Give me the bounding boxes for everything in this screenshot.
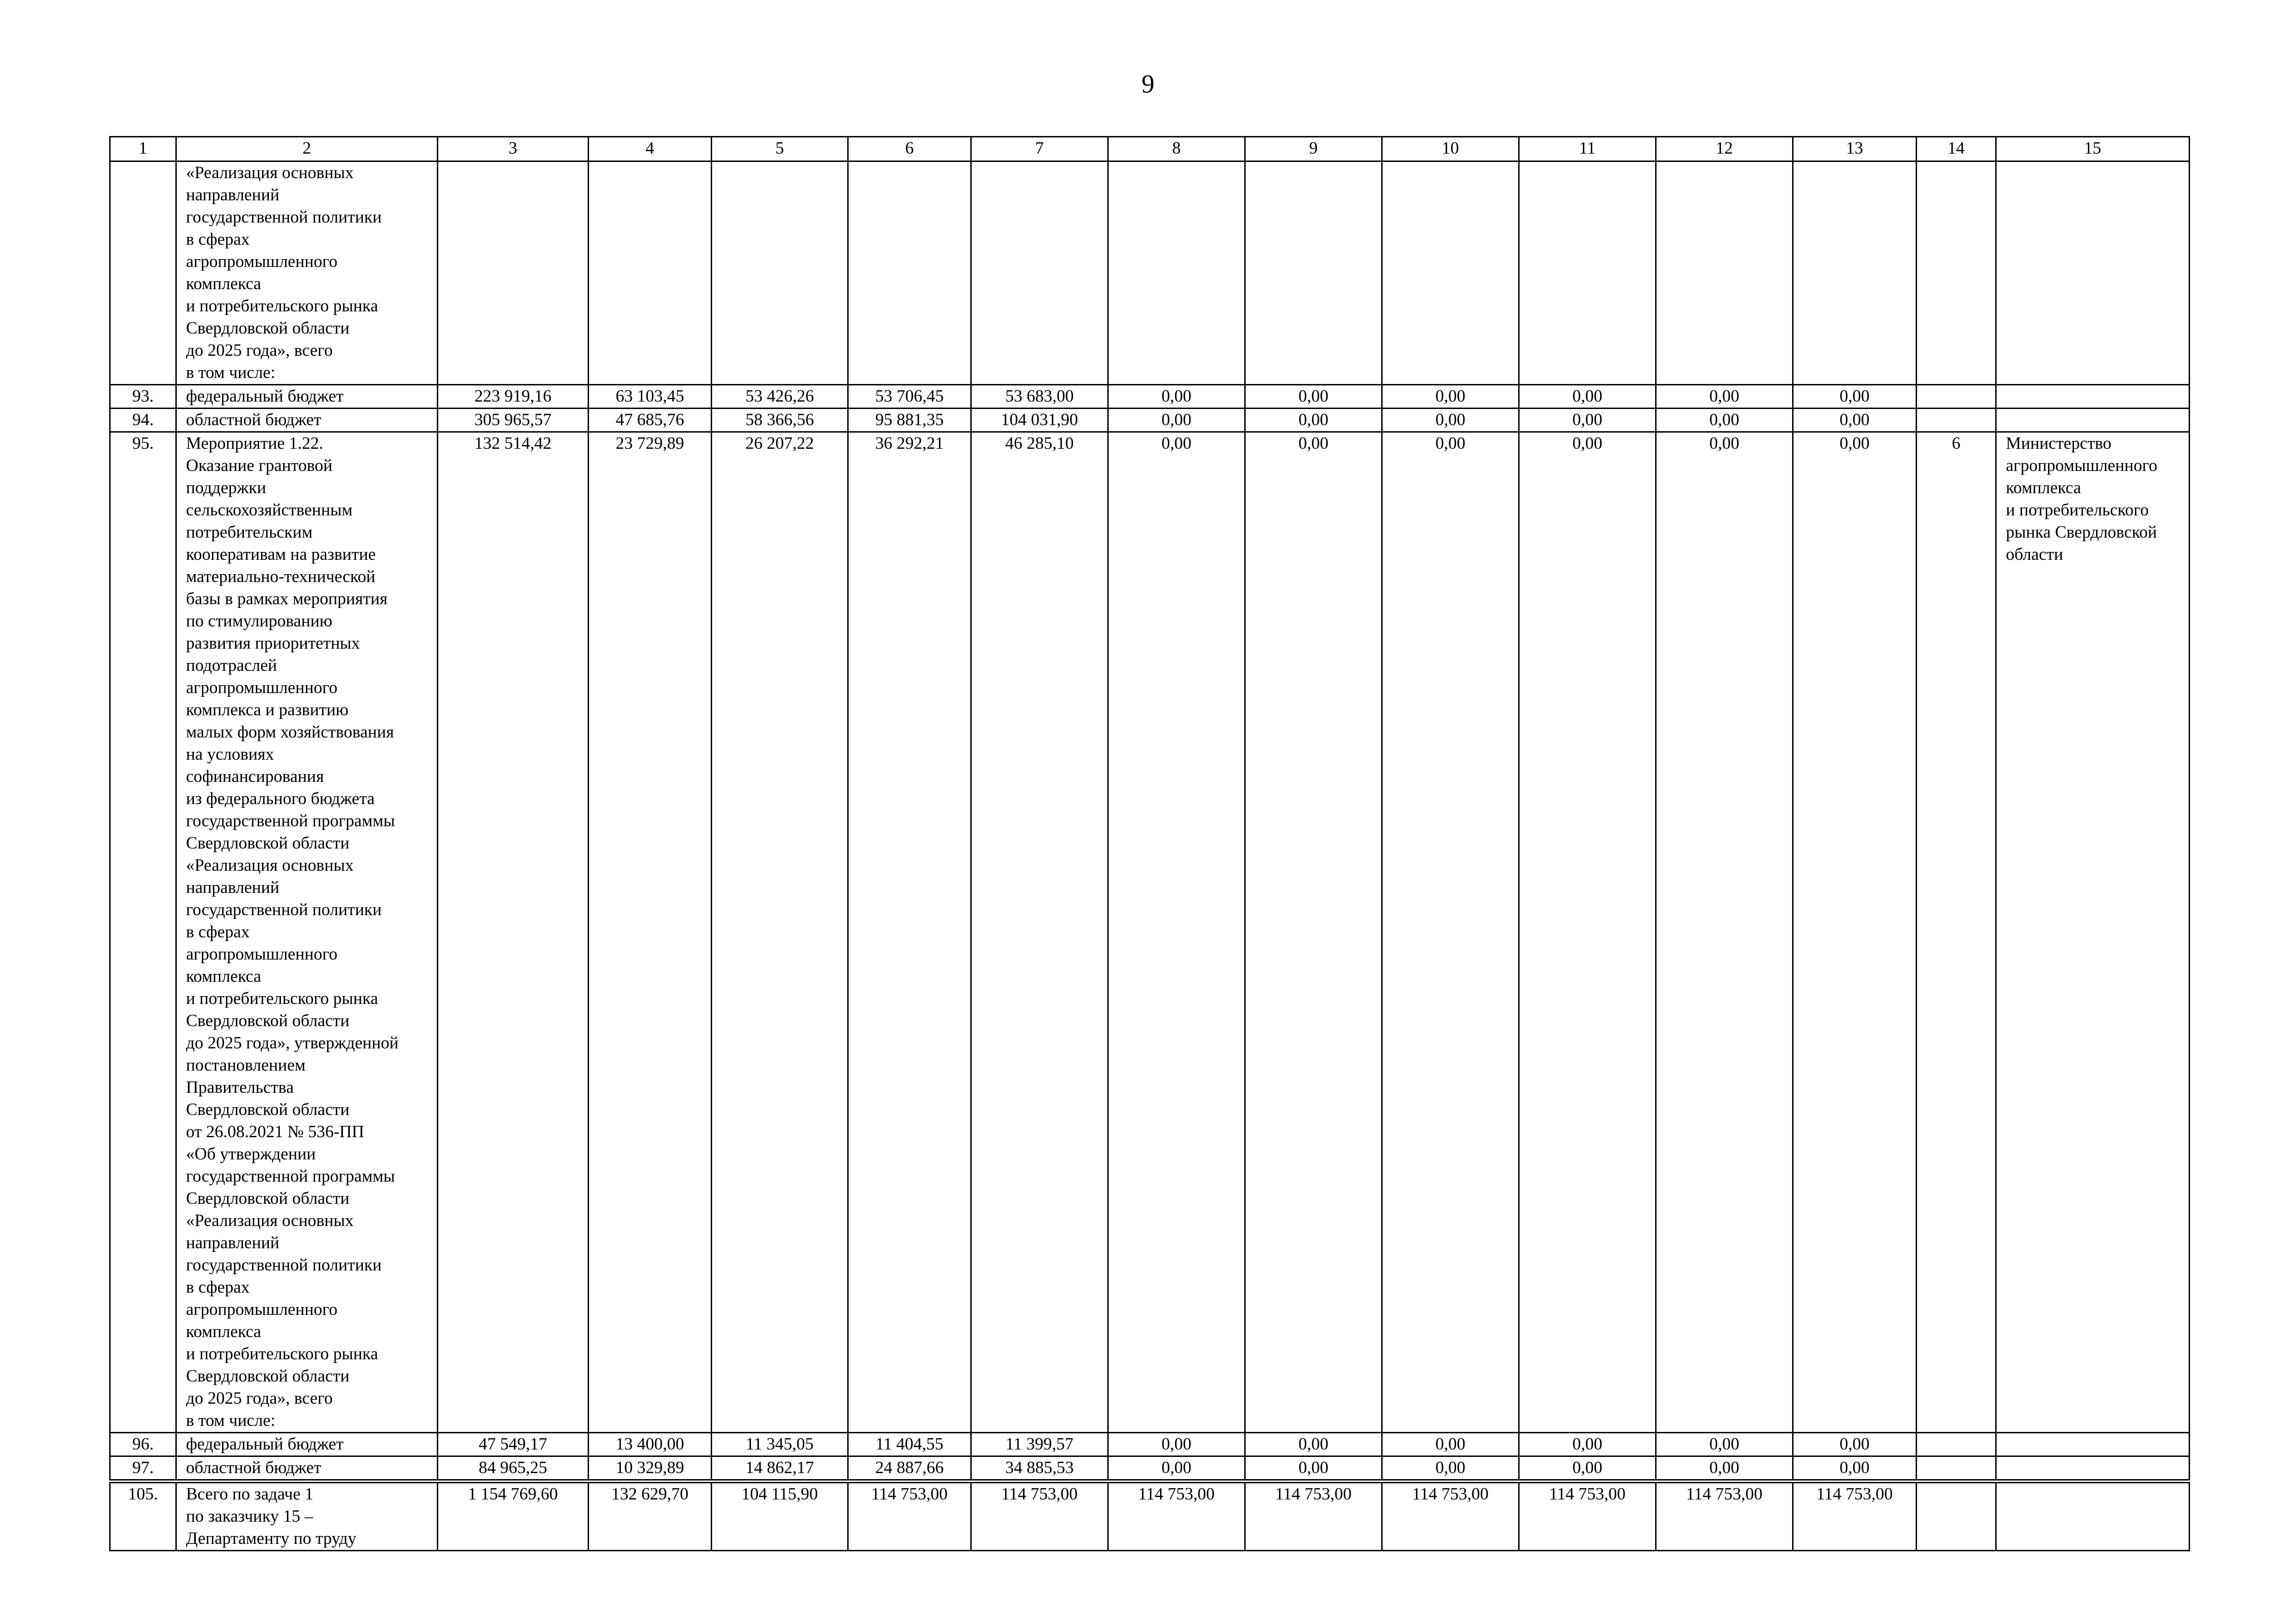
column-number-4: 4 [589,137,712,161]
year-cell: 114 753,00 [1519,1481,1656,1551]
year-cell: 47 685,76 [589,409,712,432]
year-cell: 132 629,70 [589,1481,712,1551]
year-cell: 95 881,35 [848,409,971,432]
year-cell: 114 753,00 [971,1481,1108,1551]
target-index-cell [1917,385,1996,409]
year-cell: 0,00 [1108,1456,1245,1481]
row-number-cell: 105. [110,1481,176,1551]
table-row [110,1481,2190,1551]
table-row [110,385,2190,409]
year-cell: 114 753,00 [1793,1481,1917,1551]
description-cell: федеральный бюджет [176,385,438,409]
total-cell: 1 154 769,60 [438,1481,589,1551]
year-cell: 0,00 [1656,432,1793,1433]
year-cell: 0,00 [1793,432,1917,1433]
table-row [110,161,2190,385]
year-cell: 0,00 [1793,409,1917,432]
row-number-cell: 93. [110,385,176,409]
column-number-7: 7 [971,137,1108,161]
target-index-cell [1917,1456,1996,1481]
year-cell: 0,00 [1656,409,1793,432]
description-cell: Всего по задаче 1 по заказчику 15 – Департаменту по труду [176,1481,438,1551]
row-number-cell: 94. [110,409,176,432]
year-cell: 34 885,53 [971,1456,1108,1481]
year-cell: 58 366,56 [712,409,848,432]
year-cell: 0,00 [1519,432,1656,1433]
year-cell: 0,00 [1656,385,1793,409]
year-cell: 104 115,90 [712,1481,848,1551]
row-number-cell: 95. [110,432,176,1433]
year-cell: 46 285,10 [971,432,1108,1433]
executor-cell [1996,409,2190,432]
year-cell: 0,00 [1382,432,1519,1433]
year-cell: 0,00 [1793,1456,1917,1481]
table-header-row [110,137,2190,161]
target-index-cell [1917,1481,1996,1551]
total-cell: 47 549,17 [438,1433,589,1456]
year-cell: 10 329,89 [589,1456,712,1481]
year-cell: 14 862,17 [712,1456,848,1481]
year-cell: 13 400,00 [589,1433,712,1456]
column-number-10: 10 [1382,137,1519,161]
total-cell [438,161,589,385]
year-cell [1519,161,1656,385]
year-cell: 11 399,57 [971,1433,1108,1456]
description-cell: «Реализация основных направлений государственной политики в сферах агропромышленного комплекса и потребительского рынка Свердловской области до 2025 года», всего в том числе: [176,161,438,385]
executor-cell [1996,1433,2190,1456]
total-cell: 305 965,57 [438,409,589,432]
column-number-12: 12 [1656,137,1793,161]
column-number-8: 8 [1108,137,1245,161]
year-cell: 0,00 [1382,1456,1519,1481]
year-cell: 0,00 [1245,1456,1382,1481]
description-cell: областной бюджет [176,409,438,432]
year-cell: 0,00 [1793,1433,1917,1456]
executor-cell [1996,161,2190,385]
row-number-cell: 96. [110,1433,176,1456]
table-row [110,1456,2190,1481]
year-cell: 0,00 [1519,385,1656,409]
column-number-3: 3 [438,137,589,161]
year-cell: 0,00 [1382,409,1519,432]
year-cell: 0,00 [1108,409,1245,432]
year-cell: 0,00 [1245,385,1382,409]
year-cell: 0,00 [1245,1433,1382,1456]
year-cell: 24 887,66 [848,1456,971,1481]
column-number-5: 5 [712,137,848,161]
total-cell: 132 514,42 [438,432,589,1433]
year-cell: 104 031,90 [971,409,1108,432]
row-number-cell: 97. [110,1456,176,1481]
year-cell: 53 706,45 [848,385,971,409]
executor-cell [1996,1481,2190,1551]
year-cell: 36 292,21 [848,432,971,1433]
row-number-cell [110,161,176,385]
year-cell [1382,161,1519,385]
year-cell [1793,161,1917,385]
year-cell: 0,00 [1382,385,1519,409]
year-cell [712,161,848,385]
table-row [110,432,2190,1433]
year-cell [1245,161,1382,385]
year-cell: 0,00 [1108,1433,1245,1456]
year-cell [848,161,971,385]
target-index-cell [1917,409,1996,432]
description-cell: федеральный бюджет [176,1433,438,1456]
year-cell [1108,161,1245,385]
target-index-cell [1917,1433,1996,1456]
year-cell: 114 753,00 [1656,1481,1793,1551]
year-cell: 0,00 [1382,1433,1519,1456]
total-cell: 84 965,25 [438,1456,589,1481]
table-row [110,1433,2190,1456]
year-cell: 0,00 [1108,385,1245,409]
year-cell: 114 753,00 [1245,1481,1382,1551]
year-cell: 0,00 [1656,1456,1793,1481]
executor-cell [1996,385,2190,409]
year-cell: 114 753,00 [848,1481,971,1551]
executor-cell [1996,1456,2190,1481]
year-cell: 0,00 [1793,385,1917,409]
total-cell: 223 919,16 [438,385,589,409]
year-cell [1656,161,1793,385]
year-cell: 11 404,55 [848,1433,971,1456]
year-cell: 26 207,22 [712,432,848,1433]
year-cell: 53 426,26 [712,385,848,409]
year-cell: 114 753,00 [1382,1481,1519,1551]
column-number-9: 9 [1245,137,1382,161]
year-cell: 53 683,00 [971,385,1108,409]
table-row [110,409,2190,432]
year-cell: 0,00 [1245,432,1382,1433]
description-cell: Мероприятие 1.22. Оказание грантовой поддержки сельскохозяйственным потребительским кооперативам на развитие материально-технической базы в рамках мероприятия по стимулированию развития приоритетных подотраслей агропромышленного комплекса и развитию малых форм хозяйствования на условиях софинансирования из федерального бюджета государственной программы Свердловской области «Реализация основных направлений государственной политики в сферах агропромышленного комплекса и потребительского рынка Свердловской области до 2025 года», утвержденной постановлением Правительства Свердловской области от 26.08.2021 № 536-ПП «Об утверждении государственной программы Свердловской области «Реализация основных направлений государственной политики в сферах агропромышленного комплекса и потребительского рынка Свердловской области до 2025 года», всего в том числе: [176,432,438,1433]
target-index-cell: 6 [1917,432,1996,1433]
executor-cell: Министерство агропромышленного комплекса и потребительского рынка Свердловской области [1996,432,2190,1433]
year-cell: 0,00 [1519,409,1656,432]
year-cell: 63 103,45 [589,385,712,409]
page-number: 9 [1142,70,1154,99]
year-cell [971,161,1108,385]
year-cell: 23 729,89 [589,432,712,1433]
year-cell: 11 345,05 [712,1433,848,1456]
column-number-15: 15 [1996,137,2190,161]
year-cell: 0,00 [1108,432,1245,1433]
budget-table [109,136,2190,1551]
column-number-6: 6 [848,137,971,161]
column-number-2: 2 [176,137,438,161]
column-number-14: 14 [1917,137,1996,161]
year-cell: 0,00 [1245,409,1382,432]
column-number-11: 11 [1519,137,1656,161]
description-cell: областной бюджет [176,1456,438,1481]
year-cell: 0,00 [1519,1456,1656,1481]
column-number-13: 13 [1793,137,1917,161]
target-index-cell [1917,161,1996,385]
year-cell: 0,00 [1656,1433,1793,1456]
column-number-1: 1 [110,137,176,161]
year-cell [589,161,712,385]
year-cell: 114 753,00 [1108,1481,1245,1551]
year-cell: 0,00 [1519,1433,1656,1456]
